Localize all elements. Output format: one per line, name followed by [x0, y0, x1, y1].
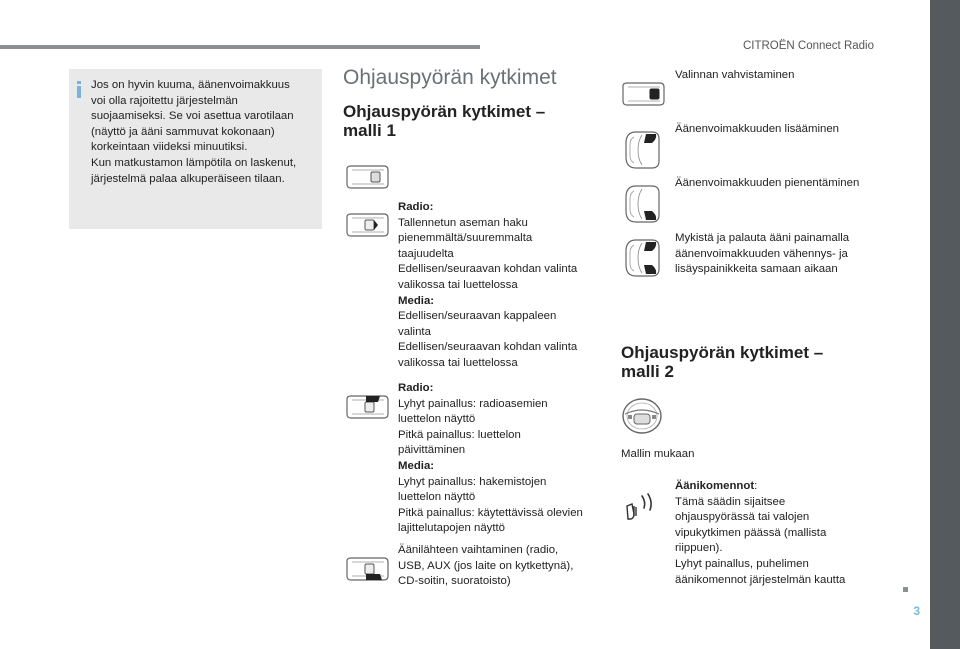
mute-switch-icon	[622, 237, 662, 279]
note-text: Jos on hyvin kuuma, äänenvoimakkuus voi olla rajoitettu järjestelmän suojaamiseksi. Se voi asettua varotilaan (näyttö ja ääni sammuvat kokonaan) korkeintaan viideksi minuutiksi. Kun matkustamon lämpötila on laskenut, järjestelmä palaa alkuperäiseen tilaan.	[91, 79, 297, 185]
source-switch-icon	[344, 555, 390, 583]
page-marker	[903, 587, 908, 592]
list-switch-icon	[344, 393, 390, 421]
steering-switch-overview-icon	[344, 163, 390, 191]
model2-title: Ohjauspyörän kytkimet – malli 2	[621, 343, 824, 381]
voice-command-icon	[622, 492, 658, 522]
header-title: CITROËN Connect Radio	[742, 40, 874, 52]
model1-item2-text: Radio: Lyhyt painallus: radioasemien luettelon näyttö Pitkä painallus: luettelon päivittäminen Media: Lyhyt painallus: hakemistojen luettelon näyttö Pitkä painallus: käytettävissä olevien lajittelutapojen näyttö	[398, 382, 583, 535]
right-item1-text: Valinnan vahvistaminen	[675, 69, 795, 81]
volume-up-switch-icon	[622, 129, 662, 171]
steering-wheel-icon	[620, 396, 664, 436]
volume-down-switch-icon	[622, 183, 662, 225]
info-note	[69, 69, 322, 229]
page-number: 3	[913, 604, 920, 618]
right-item4-text: Mykistä ja palauta ääni painamalla äänenvoimakkuuden vähennys- ja lisäyspainikkeita samaan aikaan	[675, 232, 850, 276]
model1-title: Ohjauspyörän kytkimet – malli 1	[343, 102, 546, 140]
voice-command-text: Äänikomennot: Tämä säädin sijaitsee ohjauspyörässä tai valojen vipukytkimen päässä (mallista riippuen). Lyhyt painallus, puhelimen äänikomennot järjestelmän kautta	[675, 480, 846, 586]
right-item2-text: Äänenvoimakkuuden lisääminen	[675, 123, 840, 135]
page-edge-bar	[930, 0, 960, 649]
right-item3-text: Äänenvoimakkuuden pienentäminen	[675, 177, 860, 189]
section-title: Ohjauspyörän kytkimet	[343, 66, 557, 89]
seek-switch-icon	[344, 211, 390, 239]
header-rule	[0, 45, 480, 49]
model1-item1-text: Radio: Tallennetun aseman haku pienemmältä/suuremmalta taajuudelta Edellisen/seuraavan kohdan valinta valikossa tai luettelossa Media: Edellisen/seuraavan kappaleen valinta Edellisen/seuraavan kohdan valinta valikossa tai luettelossa	[398, 201, 578, 369]
info-icon	[77, 81, 81, 95]
model1-item3-text: Äänilähteen vaihtaminen (radio, USB, AUX (jos laite on kytkettynä), CD-soitin, suoratoisto)	[398, 544, 574, 588]
model2-caption: Mallin mukaan	[621, 448, 695, 460]
confirm-switch-icon	[620, 80, 666, 108]
